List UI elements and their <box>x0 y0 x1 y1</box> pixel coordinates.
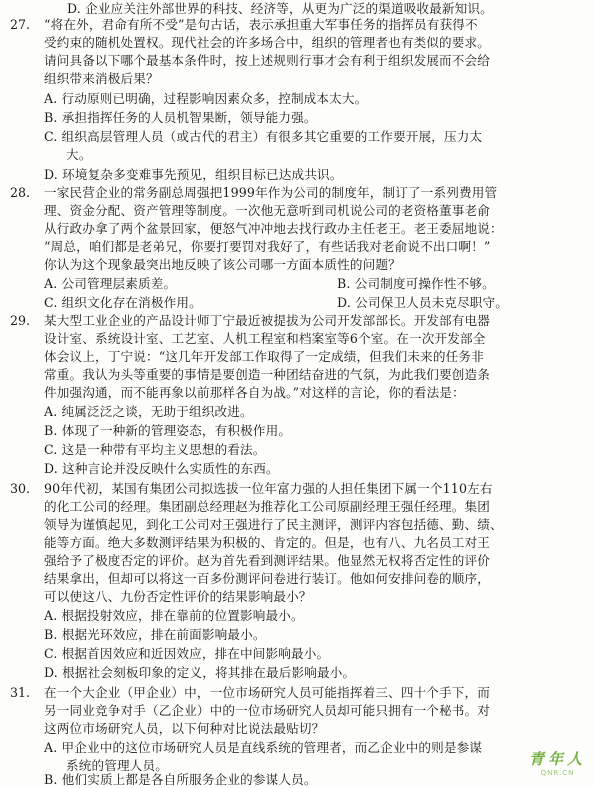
option-text: B. 公司制度可操作性不够。 <box>337 276 495 291</box>
question-text: 领导为谨慎起见，到化工公司对王强进行了民主测评，测评内容包括德、勤、绩、 <box>44 517 503 532</box>
question-text: 能等方面。绝大多数测评结果为积极的、肯定的。但是，也有八、九名员工对王 <box>44 535 491 550</box>
question-text: 一家民营企业的常务副总周强把1999年作为公司的制度年，制订了一系列费用管 <box>44 185 498 200</box>
question-text: 件加强沟通，而不能再象以前那样各自为战。”对这样的言论，你的看法是： <box>44 385 465 400</box>
question-text: 某大型工业企业的产品设计师丁宁最近被提拔为公司开发部部长。开发部有电器 <box>44 313 491 328</box>
question-text: 结果拿出，但却可以将这一百多份测评问卷进行装订。他如何安排问卷的顺序， <box>44 571 491 586</box>
option-text: B. 承担指挥任务的人员机智果断，领导能力强。 <box>44 110 317 125</box>
option-text: D. 这种言论并没反映什么实质性的东西。 <box>44 461 279 476</box>
question-text: 理、资金分配、资产管理等制度。一次他无意听到司机说公司的老资格董事老俞 <box>44 203 491 218</box>
option-text: B. 根据光环效应，排在前面影响最小。 <box>44 627 266 642</box>
option-text: A. 公司管理层素质差。 <box>44 276 177 291</box>
question-text: 可以使这八、九份否定性评价的结果影响最小？ <box>44 589 312 604</box>
question-number: 28. <box>10 185 31 200</box>
watermark-cn-text: 青年人 <box>528 750 586 768</box>
option-text: C. 这是一种带有平均主义思想的看法。 <box>44 442 266 457</box>
option-text: D. 企业应关注外部世界的科技、经济等，从更为广泛的渠道吸收最新知识。 <box>67 1 493 16</box>
question-text: 另一同业竞争对手（乙企业）中的一位市场研究人员却可能只拥有一个秘书。对 <box>44 703 491 718</box>
option-text: B. 体现了一种新的管理姿态，有积极作用。 <box>44 423 292 438</box>
question-text: 强给予了极度否定的评价。赵为首先看到测评结果。他显然无权将否定性的评价 <box>44 553 491 568</box>
question-text: 在一个大企业（甲企业）中，一位市场研究人员可能指挥着三、四十个手下，而 <box>44 685 491 700</box>
question-text: 常重。我认为头等重要的事情是要创造一种团结奋进的气氛，为此我们要创造条 <box>44 367 491 382</box>
question-number: 31. <box>10 685 31 700</box>
question-text: 请问具备以下哪个最基本条件时，按上述规则行事才会有利于组织发展而不会给 <box>44 53 491 68</box>
option-text: A. 根据投射效应，排在靠前的位置影响最小。 <box>44 608 304 623</box>
question-text: “将在外，君命有所不受”是句古话，表示承担重大军事任务的指挥员有获得不 <box>44 17 478 32</box>
option-text: 大。 <box>66 147 92 162</box>
option-text: D. 根据社会刻板印象的定义，将其排在最后影响最小。 <box>44 665 356 680</box>
option-text: A. 纯属泛泛之谈，无助于组织改进。 <box>44 404 253 419</box>
option-text: C. 组织文化存在消极作用。 <box>44 295 202 310</box>
watermark-domain-text: QNR.CN <box>540 769 575 777</box>
option-text: D. 环境复杂多变难事先预见，组织目标已达成共识。 <box>44 167 343 182</box>
option-text: A. 甲企业中的这位市场研究人员是直线系统的管理者，而乙企业中的则是参谋 <box>44 740 483 755</box>
question-text: 受约束的随机处置权。现代社会的许多场合中，组织的管理者也有类似的要求。 <box>44 35 491 50</box>
question-text: 这两位市场研究人员，以下何种对比说法最贴切？ <box>44 721 325 736</box>
question-text: 从行政办拿了两个盆景回家，便怒气冲冲地去找行政办主任老王。老王委屈地说： <box>44 221 503 236</box>
question-text: 体会议上，丁宁说：“这几年开发部工作取得了一定成绩，但我们未来的任务非 <box>44 349 484 364</box>
site-watermark-logo <box>529 748 586 777</box>
question-number: 29. <box>10 313 31 328</box>
question-text: “周总，咱们都是老弟兄，你要打要罚对我好了，有些话我对老俞说不出口啊！” <box>44 239 491 254</box>
option-text: C. 组织高层管理人员（或古代的君主）有很多其它重要的工作要开展，压力太 <box>44 129 483 144</box>
question-text: 设计室、系统设计室、工艺室、人机工程室和档案室等6个室。在一次开发部全 <box>44 331 486 346</box>
option-text: D. 公司保卫人员未克尽职守。 <box>337 295 509 310</box>
question-number: 27. <box>10 17 31 32</box>
question-number: 30. <box>10 481 31 496</box>
question-text: 90年代初，某国有集团公司拟选拔一位年富力强的人担任集团下属一个110左右 <box>44 481 493 496</box>
question-text: 的化工公司的经理。集团副总经理赵为推荐化工公司原副经理王强任经理。集团 <box>44 499 491 514</box>
option-text: 系统的管理人员。 <box>66 758 168 773</box>
question-text: 组织带来消极后果？ <box>44 71 159 86</box>
option-text: B. 他们实质上都是各自所服务企业的参谋人员。 <box>44 772 317 787</box>
option-text: A. 行动原则已明确，过程影响因素众多，控制成本太大。 <box>44 91 368 106</box>
option-text: C. 根据首因效应和近因效应，排在中间影响最小。 <box>44 646 330 661</box>
question-text: 你认为这个现象最突出地反映了该公司哪一方面本质性的问题？ <box>44 257 401 272</box>
